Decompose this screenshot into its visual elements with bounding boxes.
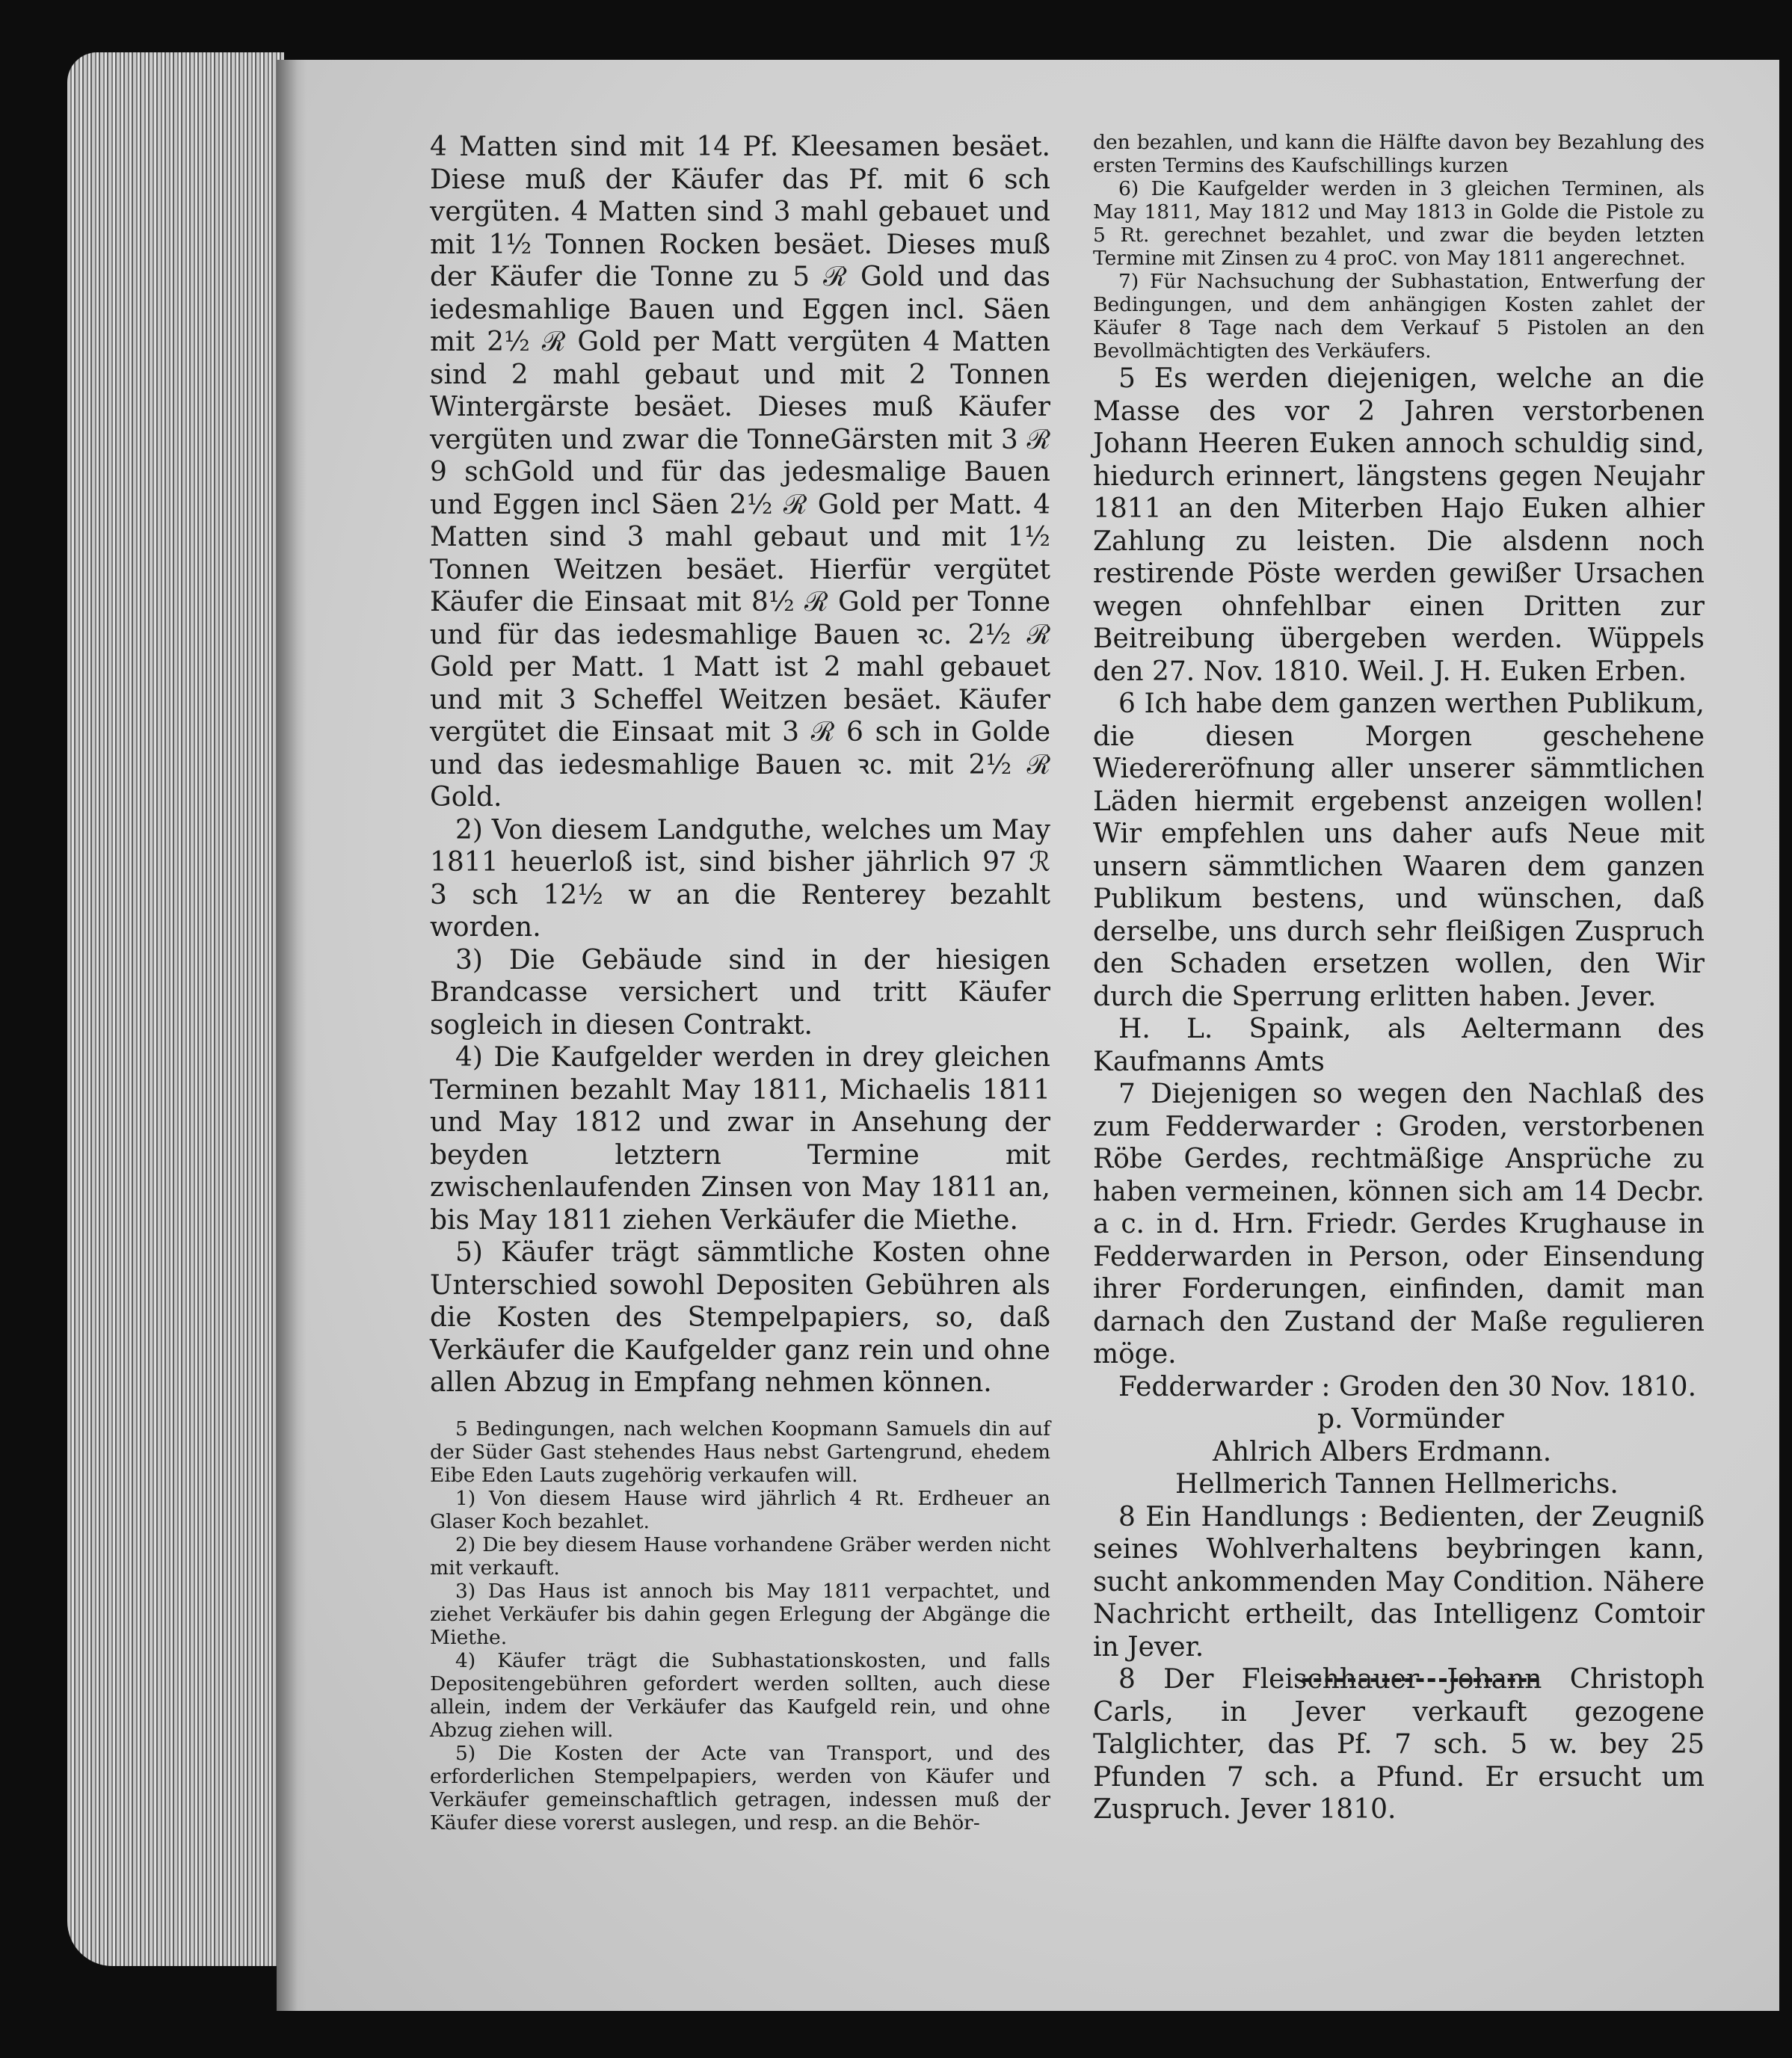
- condition-5: 5) Käufer trägt sämmtliche Kosten ohne Unterschied sowohl Depositen Gebühren als die Kosten des Stempelpapiers, so, daß Verkäufer die Kaufgelder ganz rein und ohne allen Abzug in Empfang nehmen können.: [430, 1237, 1050, 1398]
- condition-2: 2) Von diesem Landguthe, welches um May 1811 heuerloß ist, sind bisher jährlich 97 ℛ 3 sch 12½ w an die Renterey bezahlt worden.: [430, 814, 1050, 943]
- right-column: [1093, 131, 1705, 1826]
- section-end-rule: [1302, 1678, 1538, 1682]
- house-condition-7: 7) Für Nachsuchung der Subhastation, Entwerfung der Bedingungen, und dem anhängigen Kosten zahlet der Käufer 8 Tage nach dem Verkauf 5 Pistolen an den Bevollmächtigten des Verkäufers.: [1093, 270, 1705, 363]
- condition-4: 4) Die Kaufgelder werden in drey gleichen Terminen bezahlt May 1811, Michaelis 1811 und May 1812 und zwar in Ansehung der beyden letztern Termine mit zwischenlaufenden Zinsen von May 1811 an, bis May 1811 ziehen Verkäufer die Miethe.: [430, 1042, 1050, 1236]
- notice-7-signature-2: Ahlrich Albers Erdmann.: [1213, 1436, 1552, 1467]
- notice-6-reopening: 6 Ich habe dem ganzen werthen Publikum, die diesen Morgen geschehene Wiedereröfnung aller unserer sämmtlichen Läden hiermit ergebenst anzeigen wollen! Wir empfehlen uns daher aufs Neue mit unsern sämmtlichen Waaren dem ganzen Publikum bestens, und wünschen, daß derselbe, uns durch sehr fleißigen Zuspruch den Schaden ersetzen wollen, den Wir durch die Sperrung erlitten haben. Jever.: [1093, 688, 1705, 1012]
- notice-7-signature-3: Hellmerich Tannen Hellmerichs.: [1175, 1469, 1619, 1500]
- notice-7-signature-1: p. Vormünder: [1317, 1404, 1504, 1435]
- notice-8-clerk: 8 Ein Handlungs : Bedienten, der Zeugniß seines Wohlverhaltens beybringen kann, sucht ankommenden May Condition. Nähere Nachricht ertheilt, das Intelligenz Comtoir in Jever.: [1093, 1501, 1705, 1663]
- land-sale-paragraph: 4 Matten sind mit 14 Pf. Kleesamen besäet. Diese muß der Käufer das Pf. mit 6 sch vergüten. 4 Matten sind 3 mahl gebauet und mit 1½ Tonnen Rocken besäet. Dieses muß der Käufer die Tonne zu 5 ℛ Gold und das iedesmahlige Bauen und Eggen incl. Säen mit 2½ ℛ Gold per Matt vergüten 4 Matten sind 2 mahl gebaut und mit 2 Tonnen Wintergärste besäet. Dieses muß Käufer vergüten und zwar die TonneGärsten mit 3 ℛ 9 schGold und für das jedesmalige Bauen und Eggen incl Säen 2½ ℛ Gold per Matt. 4 Matten sind 3 mahl gebaut und mit 1½ Tonnen Weitzen besäet. Hierfür vergütet Käufer die Einsaat mit 8½ ℛ Gold per Tonne und für das iedesmahlige Bauen ꝛc. 2½ ℛ Gold per Matt. 1 Matt ist 2 mahl gebauet und mit 3 Scheffel Weitzen besäet. Käufer vergütet die Einsaat mit 3 ℛ 6 sch in Golde und das iedesmahlige Bauen ꝛc. mit 2½ ℛ Gold.: [430, 132, 1050, 813]
- house-condition-2: 2) Die bey diesem Hause vorhandene Gräber werden nicht mit verkauft.: [430, 1532, 1050, 1580]
- house-condition-5: 5) Die Kosten der Acte van Transport, und des erforderlichen Stempelpapiers, werden von Käufer und Verkäufer gemeinschaftlich getragen, indessen muß der Käufer diese vorerst auslegen, und resp. an die Behör-: [430, 1741, 1050, 1834]
- house-sale-heading: 5 Bedingungen, nach welchen Koopmann Samuels din auf der Süder Gast stehendes Haus nebst Gartengrund, ehedem Eibe Eden Lauts zugehörig verkaufen will.: [430, 1417, 1050, 1487]
- notice-8-butcher: 8 Der Fleischhauer Johann Christoph Carls, in Jever verkauft gezogene Talglichter, das Pf. 7 sch. 5 w. bey 25 Pfunden 7 sch. a Pfund. Er ersucht um Zuspruch. Jever 1810.: [1093, 1664, 1705, 1825]
- condition-3: 3) Die Gebäude sind in der hiesigen Brandcasse versichert und tritt Käufer sogleich in diesen Contrakt.: [430, 944, 1050, 1041]
- house-condition-4: 4) Käufer trägt die Subhastationskosten, und falls Depositengebühren gefordert werden sollten, auch diese allein, indem der Verkäufer das Kaufgeld rein, und ohne Abzug ziehen will.: [430, 1648, 1050, 1742]
- house-condition-1: 1) Von diesem Hause wird jährlich 4 Rt. Erdheuer an Glaser Koch bezahlet.: [430, 1486, 1050, 1533]
- notice-5-euken: 5 Es werden diejenigen, welche an die Masse des vor 2 Jahren verstorbenen Johann Heeren Euken annoch schuldig sind, hiedurch erinnert, längstens gegen Neujahr 1811 an den Miterben Hajo Euken alhier Zahlung zu leisten. Die alsdenn noch restirende Pöste werden gewißer Ursachen wegen ohnfehlbar einen Dritten zur Beitreibung übergeben werden. Wüppels den 27. Nov. 1810. Weil. J. H. Euken Erben.: [1093, 363, 1705, 687]
- notice-7-gerdes: 7 Diejenigen so wegen den Nachlaß des zum Fedderwarder : Groden, verstorbenen Röbe Gerdes, rechtmäßige Ansprüche zu haben vermeinen, können sich am 14 Decbr. a c. in d. Hrn. Friedr. Gerdes Krughause in Fedderwarden in Person, oder Einsendung ihrer Forderungen, einfinden, damit man darnach den Zustand der Maße regulieren möge.: [1093, 1079, 1705, 1370]
- page-edges: [67, 52, 284, 1966]
- page-gutter-shadow: [277, 60, 307, 2011]
- house-condition-3: 3) Das Haus ist annoch bis May 1811 verpachtet, und ziehet Verkäufer bis dahin gegen Erlegung der Abgänge die Miethe.: [430, 1579, 1050, 1649]
- notice-6-signature: H. L. Spaink, als Aeltermann des Kaufmanns Amts: [1093, 1014, 1705, 1077]
- house-condition-6: 6) Die Kaufgelder werden in 3 gleichen Terminen, als May 1811, May 1812 und May 1813 in Golde die Pistole zu 5 Rt. gerechnet bezahlet, und zwar die beyden letzten Termine mit Zinsen zu 4 proC. von May 1811 angerechnet.: [1093, 177, 1705, 270]
- notice-7-place-date: Fedderwarder : Groden den 30 Nov. 1810.: [1118, 1371, 1697, 1402]
- left-column: [430, 131, 1050, 1834]
- house-condition-5-continued: den bezahlen, und kann die Hälfte davon bey Bezahlung des ersten Termins des Kaufschillings kurzen: [1093, 131, 1705, 177]
